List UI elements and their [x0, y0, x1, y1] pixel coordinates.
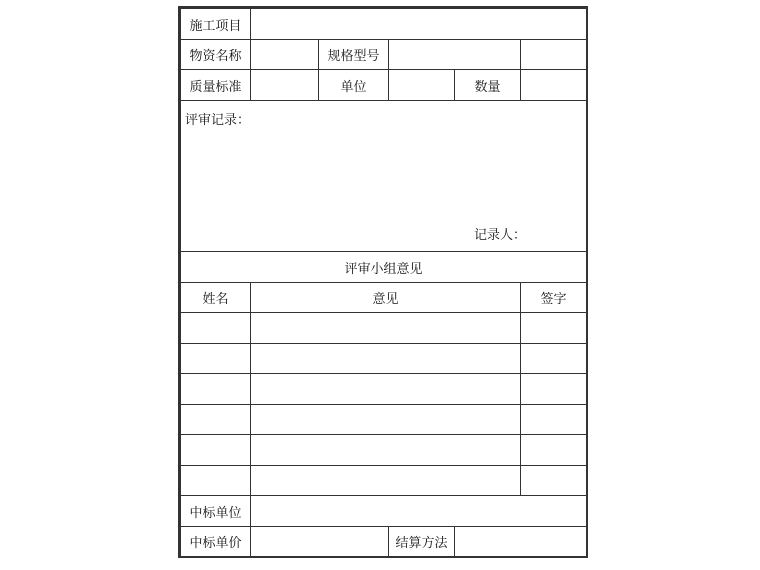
review-record-label: 评审记录： [185, 113, 251, 128]
extra-value-cell[interactable] [521, 40, 587, 70]
recorder-label: 记录人： [474, 228, 527, 243]
review-form [178, 6, 588, 558]
winning-unit-value-cell[interactable] [251, 496, 587, 527]
review-group-title: 评审小组意见 [181, 252, 587, 283]
member-name-cell[interactable] [181, 313, 251, 344]
member-name-cell[interactable] [181, 435, 251, 466]
quantity-value-cell[interactable] [521, 70, 587, 101]
member-name-cell[interactable] [181, 374, 251, 405]
unit-value-cell[interactable] [389, 70, 455, 101]
winning-unit-label: 中标单位 [181, 496, 251, 527]
member-opinion-cell[interactable] [251, 313, 521, 344]
quality-standard-value-cell[interactable] [251, 70, 319, 101]
quantity-label: 数量 [455, 70, 521, 101]
member-opinion-cell[interactable] [251, 344, 521, 374]
member-opinion-cell[interactable] [251, 374, 521, 405]
review-record-cell[interactable] [181, 101, 587, 252]
member-signature-cell[interactable] [521, 405, 587, 435]
settlement-method-label: 结算方法 [389, 527, 455, 557]
material-name-value-cell[interactable] [251, 40, 319, 70]
spec-model-label: 规格型号 [319, 40, 389, 70]
signature-header: 签字 [521, 283, 587, 313]
member-name-cell[interactable] [181, 344, 251, 374]
material-name-label: 物资名称 [181, 40, 251, 70]
member-name-cell[interactable] [181, 466, 251, 496]
member-signature-cell[interactable] [521, 466, 587, 496]
member-signature-cell[interactable] [521, 435, 587, 466]
winning-price-label: 中标单价 [181, 527, 251, 557]
member-opinion-cell[interactable] [251, 405, 521, 435]
winning-price-value-cell[interactable] [251, 527, 389, 557]
member-signature-cell[interactable] [521, 344, 587, 374]
settlement-method-value-cell[interactable] [455, 527, 587, 557]
opinion-header: 意见 [251, 283, 521, 313]
quality-standard-label: 质量标准 [181, 70, 251, 101]
member-signature-cell[interactable] [521, 374, 587, 405]
project-label: 施工项目 [181, 9, 251, 40]
member-opinion-cell[interactable] [251, 435, 521, 466]
name-header: 姓名 [181, 283, 251, 313]
member-name-cell[interactable] [181, 405, 251, 435]
review-form-table [180, 8, 587, 557]
unit-label: 单位 [319, 70, 389, 101]
project-value-cell[interactable] [251, 9, 587, 40]
member-opinion-cell[interactable] [251, 466, 521, 496]
member-signature-cell[interactable] [521, 313, 587, 344]
spec-model-value-cell[interactable] [389, 40, 521, 70]
